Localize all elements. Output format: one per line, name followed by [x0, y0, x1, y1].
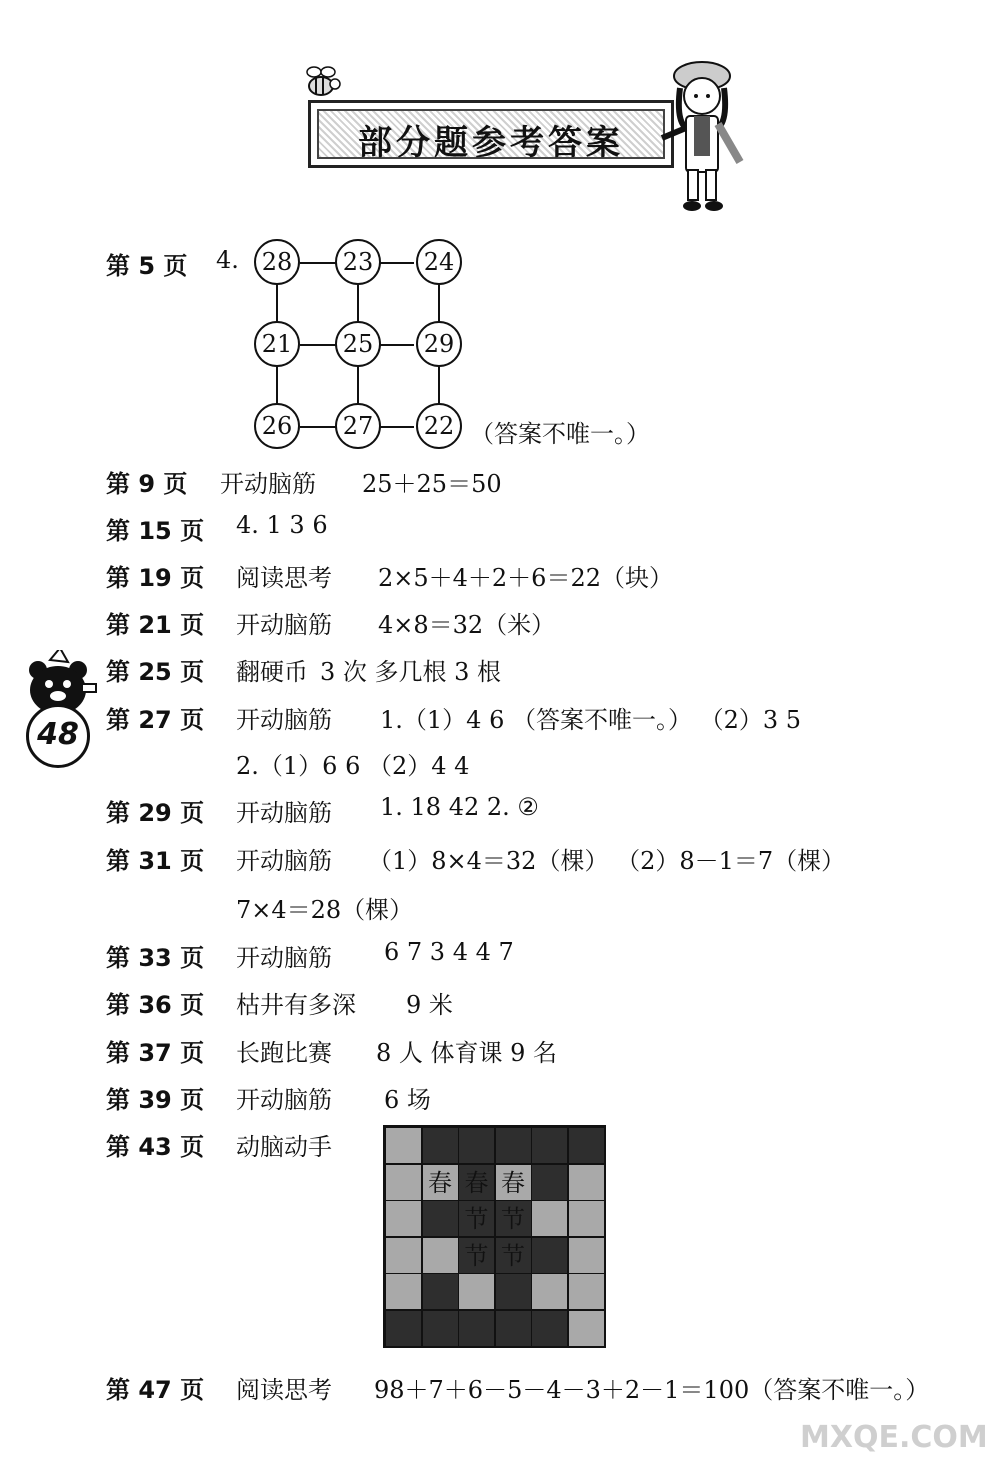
topic-label: 开动脑筋: [236, 1086, 332, 1114]
puzzle-cell: [531, 1200, 568, 1237]
puzzle-cell: [531, 1237, 568, 1274]
grid-circle: 21: [254, 321, 300, 367]
question-number: 4.: [216, 246, 239, 274]
page-title: 部分题参考答案: [358, 123, 624, 163]
puzzle-cell: [531, 1164, 568, 1201]
puzzle-cell: [568, 1237, 605, 1274]
topic-label: 开动脑筋: [236, 847, 332, 875]
puzzle-grid: [383, 1125, 606, 1348]
page-label: 第 31 页: [106, 847, 205, 875]
topic-label: 开动脑筋: [236, 706, 332, 734]
watermark: MXQE.COM: [800, 1420, 988, 1455]
page-label: 第 37 页: [106, 1039, 205, 1067]
page-label: 第 27 页: [106, 706, 205, 734]
page-label: 第 33 页: [106, 944, 205, 972]
puzzle-cell: [568, 1127, 605, 1164]
grid-circle: 28: [254, 239, 300, 285]
puzzle-cell: 春: [458, 1164, 495, 1201]
page-label: 第 21 页: [106, 611, 205, 639]
puzzle-cell: 春: [422, 1164, 459, 1201]
page-number: 48: [26, 704, 90, 768]
puzzle-cell: [458, 1310, 495, 1347]
puzzle-cell: [531, 1310, 568, 1347]
page-label: 第 25 页: [106, 658, 205, 686]
page-label: 第 15 页: [106, 517, 205, 545]
topic-label: 枯井有多深: [236, 991, 356, 1019]
puzzle-cell: [385, 1310, 422, 1347]
topic-label: 开动脑筋: [236, 611, 332, 639]
puzzle-cell: 节: [458, 1237, 495, 1274]
page-label: 第 36 页: [106, 991, 205, 1019]
answer-text: 9 米: [406, 991, 453, 1019]
answer-text: 2×5＋4＋2＋6＝22（块）: [378, 564, 673, 592]
puzzle-cell: [385, 1273, 422, 1310]
topic-label: 长跑比赛: [236, 1039, 332, 1067]
topic-label: 阅读思考: [236, 564, 332, 592]
puzzle-cell: [385, 1237, 422, 1274]
topic-label: 开动脑筋: [220, 470, 316, 498]
answer-text: 6 7 3 4 4 7: [384, 938, 514, 966]
puzzle-cell: 节: [495, 1200, 532, 1237]
answer-text: 8 人 体育课 9 名: [376, 1039, 558, 1067]
title-banner: [308, 100, 674, 168]
puzzle-cell: [568, 1310, 605, 1347]
grid-circle: 29: [416, 321, 462, 367]
puzzle-cell: [458, 1127, 495, 1164]
page-label: 第 29 页: [106, 799, 205, 827]
answer-text: 1. 18 42 2. ②: [380, 793, 539, 821]
answer-text: 3 次 多几根 3 根: [320, 658, 502, 686]
grid-circle: 22: [416, 403, 462, 449]
puzzle-cell: [531, 1273, 568, 1310]
puzzle-cell: [531, 1127, 568, 1164]
grid-circle: 26: [254, 403, 300, 449]
puzzle-cell: [568, 1200, 605, 1237]
grid-circle: 23: [335, 239, 381, 285]
page-label: 第 9 页: [106, 470, 188, 498]
puzzle-cell: 春: [495, 1164, 532, 1201]
answer-text: 7×4＝28（棵）: [236, 896, 414, 924]
puzzle-cell: 节: [458, 1200, 495, 1237]
puzzle-cell: [568, 1164, 605, 1201]
topic-label: 阅读思考: [236, 1376, 332, 1404]
topic-label: 翻硬币: [236, 658, 308, 686]
puzzle-cell: [422, 1310, 459, 1347]
answer-text: 4. 1 3 6: [236, 511, 328, 539]
answer-text: 6 场: [384, 1086, 431, 1114]
puzzle-cell: [495, 1127, 532, 1164]
puzzle-cell: [422, 1273, 459, 1310]
puzzle-cell: [568, 1273, 605, 1310]
page-label: 第 47 页: [106, 1376, 205, 1404]
page-label: 第 5 页: [106, 252, 188, 280]
bee-icon: [296, 62, 346, 102]
puzzle-cell: [385, 1127, 422, 1164]
answer-text: 98＋7＋6－5－4－3＋2－1＝100（答案不唯一。）: [374, 1376, 930, 1404]
girl-illustration-icon: [656, 58, 748, 214]
puzzle-cell: [495, 1273, 532, 1310]
answer-text: 25＋25＝50: [362, 470, 502, 498]
page-label: 第 39 页: [106, 1086, 205, 1114]
puzzle-cell: [385, 1164, 422, 1201]
grid-circle: 25: [335, 321, 381, 367]
grid-note: （答案不唯一。）: [470, 420, 650, 448]
topic-label: 开动脑筋: [236, 944, 332, 972]
puzzle-cell: [458, 1273, 495, 1310]
puzzle-cell: 节: [495, 1237, 532, 1274]
answer-text: 4×8＝32（米）: [378, 611, 556, 639]
puzzle-cell: [422, 1200, 459, 1237]
puzzle-cell: [422, 1127, 459, 1164]
topic-label: 动脑动手: [236, 1133, 332, 1161]
answer-text: （1）8×4＝32（棵） （2）8－1＝7（棵）: [368, 847, 846, 875]
page-label: 第 43 页: [106, 1133, 205, 1161]
page-label: 第 19 页: [106, 564, 205, 592]
puzzle-cell: [385, 1200, 422, 1237]
puzzle-cell: [422, 1237, 459, 1274]
answer-text: 1.（1）4 6 （答案不唯一。） （2）3 5: [380, 706, 802, 734]
puzzle-cell: [495, 1310, 532, 1347]
grid-circle: 27: [335, 403, 381, 449]
grid-circle: 24: [416, 239, 462, 285]
topic-label: 开动脑筋: [236, 799, 332, 827]
answer-text: 2.（1）6 6 （2）4 4: [236, 752, 470, 780]
